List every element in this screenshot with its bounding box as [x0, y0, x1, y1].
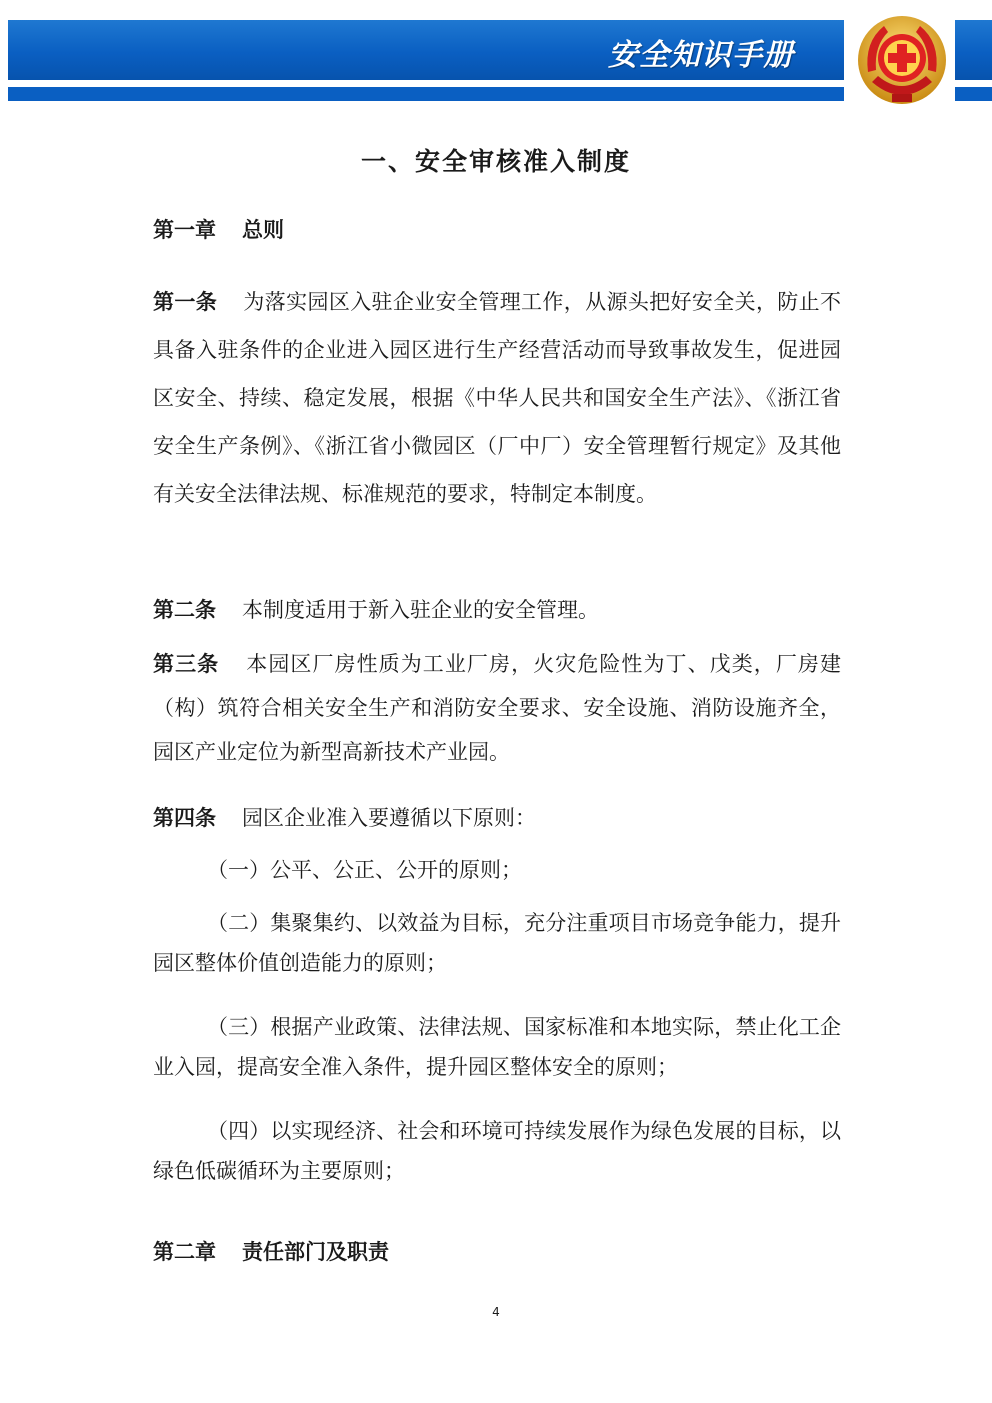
- list-item: （二）集聚集约、以效益为目标，充分注重项目市场竞争能力，提升园区整体价值创造能力的原则；: [153, 911, 841, 975]
- list-item: （四）以实现经济、社会和环境可持续发展作为绿色发展的目标，以绿色低碳循环为主要原则；: [153, 1119, 841, 1183]
- article-text: 园区企业准入要遵循以下原则：: [242, 806, 536, 830]
- list-item: （一）公平、公正、公开的原则；: [207, 858, 522, 882]
- article-label: 第二条: [153, 597, 216, 622]
- chapter-heading: [153, 1236, 841, 1266]
- article-paragraph: [153, 586, 841, 634]
- page-number: 4: [492, 1305, 500, 1319]
- article-text: 本制度适用于新入驻企业的安全管理。: [242, 598, 599, 622]
- article-text: 为落实园区入驻企业安全管理工作，从源头把好安全关，防止不具备入驻条件的企业进入园区进行生产经营活动而导致事故发生，促进园区安全、持续、稳定发展，根据《中华人民共和国安全生产法》、《浙江省安全生产条例》、《浙江省小微园区（厂中厂）安全管理暂行规定》及其他有关安全法律法规、标准规范的要求，特制定本制度。: [153, 290, 842, 506]
- chapter-title: 总则: [242, 217, 284, 242]
- header-banner: [8, 20, 844, 80]
- chapter-heading: [153, 214, 841, 244]
- article-paragraph: [153, 278, 841, 518]
- header-divider-right: [955, 87, 992, 101]
- list-item: （三）根据产业政策、法律法规、国家标准和本地实际，禁止化工企业入园，提高安全准入条件，提升园区整体安全的原则；: [153, 1015, 841, 1079]
- article-paragraph: [153, 794, 841, 842]
- article-paragraph: [153, 642, 841, 774]
- article-label: 第四条: [153, 805, 216, 830]
- chapter-title: 责任部门及职责: [242, 1239, 389, 1264]
- document-title: 一、安全审核准入制度: [360, 147, 631, 176]
- safety-emblem-icon: [854, 12, 950, 108]
- article-label: 第三条: [153, 651, 220, 676]
- header-divider: [8, 87, 844, 101]
- chapter-label: 第一章: [153, 217, 216, 242]
- article-label: 第一条: [153, 289, 218, 314]
- article-text: 本园区厂房性质为工业厂房，火灾危险性为丁、戊类，厂房建（构）筑符合相关安全生产和消防安全要求、安全设施、消防设施齐全，园区产业定位为新型高新技术产业园。: [153, 652, 842, 764]
- header-banner-right: [955, 20, 992, 80]
- header-title: 安全知识手册: [608, 38, 794, 73]
- chapter-label: 第二章: [153, 1239, 216, 1264]
